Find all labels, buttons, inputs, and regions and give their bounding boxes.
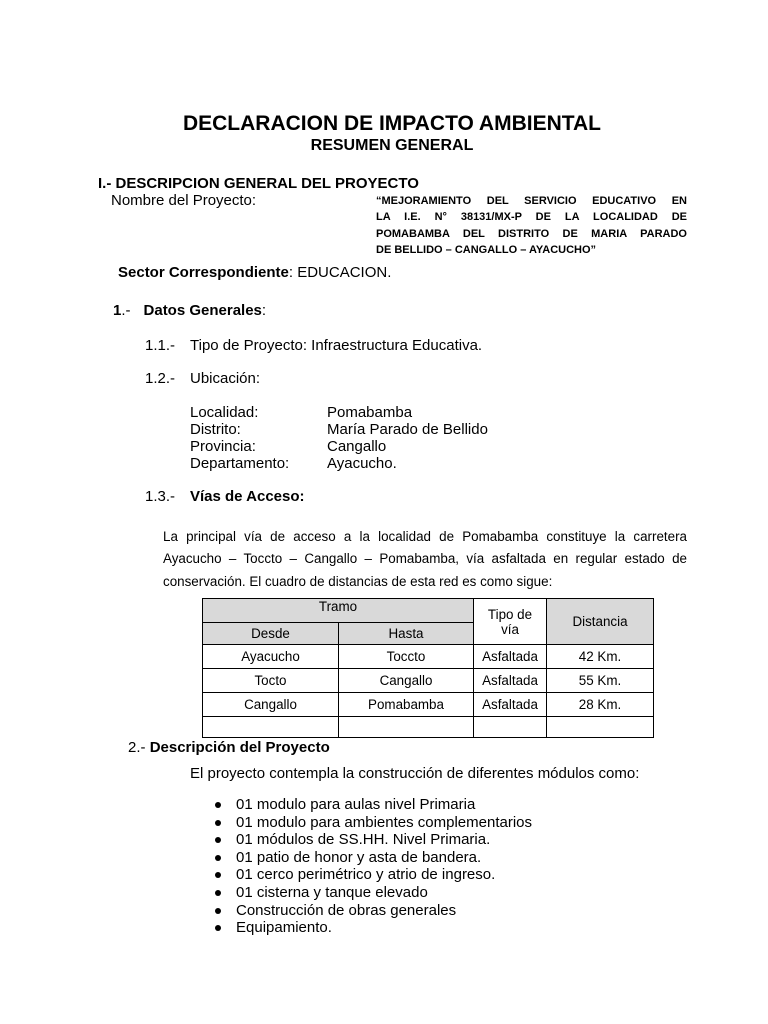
project-name-line: DE BELLIDO – CANGALLO – AYACUCHO”	[376, 243, 597, 256]
table-cell-desde: Cangallo	[203, 693, 339, 717]
descripcion-number: 2.-	[128, 739, 146, 756]
sector-label: Sector Correspondiente	[118, 264, 289, 281]
table-cell-tipo: Asfaltada	[474, 693, 547, 717]
project-name	[376, 193, 687, 258]
table-header-hasta: Hasta	[339, 623, 474, 645]
table-header-tipo-line2: vía	[501, 621, 519, 637]
sector-line	[118, 264, 391, 281]
modules-list	[212, 796, 532, 937]
table-cell-tipo: Asfaltada	[474, 669, 547, 693]
vias-paragraph: La principal vía de acceso a la localidad de Pomabamba constituye la carretera Ayacucho – Toccto – Cangallo – Pomabamba, vía asfaltada en regular estado de conservación. El cuadro de distancias de esta red es como sigue:	[163, 529, 687, 589]
table-cell-desde: Ayacucho	[203, 645, 339, 669]
project-name-line: “MEJORAMIENTO DEL SERVICIO EDUCATIVO EN	[376, 195, 687, 207]
provincia-value: Cangallo	[327, 438, 387, 455]
table-cell-empty	[474, 717, 547, 738]
section-heading-descripcion-general: I.- DESCRIPCION GENERAL DEL PROYECTO	[98, 175, 419, 192]
table-row	[203, 669, 654, 693]
document-subtitle: RESUMEN GENERAL	[310, 137, 474, 154]
distrito-key: Distrito:	[190, 421, 241, 438]
project-name-label: Nombre del Proyecto:	[111, 192, 257, 209]
table-cell-hasta: Cangallo	[339, 669, 474, 693]
tipo-proyecto: Tipo de Proyecto: Infraestructura Educativa.	[190, 337, 483, 354]
table-cell-distancia: 28 Km.	[547, 693, 654, 717]
table-cell-distancia: 42 Km.	[547, 645, 654, 669]
descripcion-intro: El proyecto contempla la construcción de diferentes módulos como:	[190, 765, 640, 782]
project-name-line: POMABAMBA DEL DISTRITO DE MARIA PARADO	[376, 227, 687, 240]
datos-heading: Datos Generales	[143, 302, 262, 319]
table-cell-empty	[339, 717, 474, 738]
vias-number: 1.3.-	[145, 488, 176, 505]
datos-number-suffix: .-	[121, 302, 131, 319]
project-name-line: LA I.E. N° 38131/MX-P DE LA LOCALIDAD DE	[376, 211, 687, 224]
document-title: DECLARACION DE IMPACTO AMBIENTAL	[182, 112, 602, 135]
table-cell-distancia: 55 Km.	[547, 669, 654, 693]
list-item: 01 modulo para ambientes complementarios	[212, 814, 532, 832]
datos-generales-heading	[113, 302, 266, 319]
list-item: 01 módulos de SS.HH. Nivel Primaria.	[212, 831, 532, 849]
list-item: 01 modulo para aulas nivel Primaria	[212, 796, 532, 814]
list-item: Equipamiento.	[212, 919, 532, 937]
table-row	[203, 693, 654, 717]
descripcion-heading-line	[128, 739, 330, 756]
table-cell-desde: Tocto	[203, 669, 339, 693]
distance-table	[202, 598, 654, 738]
localidad-value: Pomabamba	[327, 404, 413, 421]
table-cell-empty	[547, 717, 654, 738]
ubicacion-number: 1.2.-	[145, 370, 176, 387]
table-header-distancia: Distancia	[547, 599, 654, 645]
vias-heading: Vías de Acceso:	[190, 488, 305, 505]
table-cell-hasta: Toccto	[339, 645, 474, 669]
list-item: 01 patio de honor y asta de bandera.	[212, 849, 532, 867]
departamento-value: Ayacucho.	[327, 455, 397, 472]
table-row-empty	[203, 717, 654, 738]
tipo-number: 1.1.-	[145, 337, 176, 354]
datos-heading-suffix: :	[261, 302, 267, 319]
table-header-tipo	[474, 599, 547, 645]
descripcion-heading: Descripción del Proyecto	[149, 739, 330, 756]
table-row	[203, 645, 654, 669]
sector-value: : EDUCACION.	[288, 264, 392, 281]
list-item: Construcción de obras generales	[212, 902, 532, 920]
localidad-key: Localidad:	[190, 404, 259, 421]
table-header-desde: Desde	[203, 623, 339, 645]
table-cell-hasta: Pomabamba	[339, 693, 474, 717]
provincia-key: Provincia:	[190, 438, 256, 455]
table-cell-tipo: Asfaltada	[474, 645, 547, 669]
departamento-key: Departamento:	[190, 455, 290, 472]
table-cell-empty	[203, 717, 339, 738]
table-header-tipo-line1: Tipo de	[487, 606, 533, 622]
ubicacion-label: Ubicación:	[190, 370, 261, 387]
datos-number: 1	[113, 302, 122, 319]
distrito-value: María Parado de Bellido	[327, 421, 488, 438]
table-header-tramo: Tramo	[203, 599, 474, 623]
list-item: 01 cerco perimétrico y atrio de ingreso.	[212, 866, 532, 884]
list-item: 01 cisterna y tanque elevado	[212, 884, 532, 902]
